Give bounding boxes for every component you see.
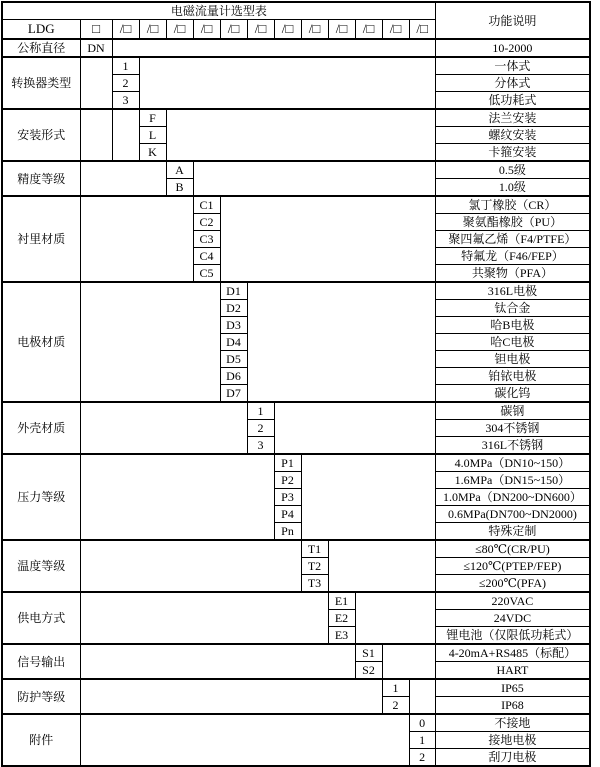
empty-cell [80, 454, 274, 540]
option-code: A [166, 161, 193, 179]
option-code: 2 [247, 420, 274, 437]
category-label: 温度等级 [2, 540, 80, 592]
empty-cell [139, 57, 435, 109]
option-desc: 220VAC [435, 592, 590, 610]
option-code: 0 [409, 714, 435, 732]
option-desc: 共聚物（PFA） [435, 265, 590, 283]
option-code: E2 [328, 610, 355, 627]
option-code: D6 [220, 368, 247, 385]
category-label: 精度等级 [2, 161, 80, 196]
option-desc: 哈B电极 [435, 317, 590, 334]
option-code: T2 [301, 558, 328, 575]
empty-cell [193, 161, 435, 196]
option-row [2, 454, 590, 472]
option-desc: 氯丁橡胶（CR） [435, 196, 590, 214]
option-code: 2 [112, 75, 139, 92]
option-desc: 特殊定制 [435, 523, 590, 541]
option-desc: 24VDC [435, 610, 590, 627]
empty-cell [409, 679, 435, 714]
category-label: 转换器类型 [2, 57, 80, 109]
category-label: 电极材质 [2, 282, 80, 402]
option-code: D4 [220, 334, 247, 351]
option-row [2, 402, 590, 420]
empty-cell [80, 714, 409, 766]
title-row [2, 2, 590, 20]
page-title: 电磁流量计选型表 [2, 2, 435, 20]
empty-cell [80, 592, 328, 644]
empty-cell [220, 196, 435, 282]
model-box-2: /□ [139, 20, 166, 40]
option-row [2, 39, 590, 57]
option-desc: IP68 [435, 697, 590, 715]
option-code: D1 [220, 282, 247, 300]
page [0, 1, 600, 764]
empty-cell [80, 57, 112, 109]
option-code: DN [80, 39, 112, 57]
option-row [2, 57, 590, 75]
model-box-12: /□ [409, 20, 435, 40]
option-desc: 1.0级 [435, 179, 590, 197]
option-desc: 刮刀电极 [435, 749, 590, 767]
option-code: P3 [274, 489, 301, 506]
option-desc: 特氟龙（F46/FEP） [435, 248, 590, 265]
option-desc: 法兰安装 [435, 109, 590, 127]
option-desc: 锂电池（仅限低功耗式） [435, 627, 590, 645]
option-desc: 分体式 [435, 75, 590, 92]
option-code: S2 [355, 662, 382, 680]
option-desc: 钽电极 [435, 351, 590, 368]
option-desc: 不接地 [435, 714, 590, 732]
model-prefix: LDG [2, 20, 80, 40]
option-code: E3 [328, 627, 355, 645]
model-box-4: /□ [193, 20, 220, 40]
option-row [2, 196, 590, 214]
empty-cell [80, 540, 301, 592]
empty-cell [80, 644, 355, 679]
option-code: C3 [193, 231, 220, 248]
empty-cell [80, 282, 220, 402]
model-box-3: /□ [166, 20, 193, 40]
selection-table [1, 1, 591, 767]
category-label: 安装形式 [2, 109, 80, 161]
option-desc: 304不锈钢 [435, 420, 590, 437]
category-label: 外壳材质 [2, 402, 80, 454]
empty-cell [80, 679, 382, 714]
option-desc: 聚氨酯橡胶（PU） [435, 214, 590, 231]
option-desc: 0.6MPa(DN700~DN2000) [435, 506, 590, 523]
option-code: E1 [328, 592, 355, 610]
option-desc: 接地电极 [435, 732, 590, 749]
empty-cell [166, 109, 435, 161]
empty-cell [274, 402, 435, 454]
option-row [2, 679, 590, 697]
empty-cell [80, 161, 166, 196]
option-code: D7 [220, 385, 247, 403]
empty-cell [112, 39, 435, 57]
model-box-0: □ [80, 20, 112, 40]
empty-cell [112, 109, 139, 161]
model-box-11: /□ [382, 20, 409, 40]
category-label: 供电方式 [2, 592, 80, 644]
option-desc: ≤200℃(PFA) [435, 575, 590, 593]
option-desc: 卡箍安装 [435, 144, 590, 162]
option-desc: 0.5级 [435, 161, 590, 179]
option-code: B [166, 179, 193, 197]
option-code: 2 [382, 697, 409, 715]
option-code: P2 [274, 472, 301, 489]
empty-cell [80, 196, 193, 282]
option-desc: 碳钢 [435, 402, 590, 420]
function-column-header: 功能说明 [435, 2, 590, 39]
option-desc: 碳化钨 [435, 385, 590, 403]
option-code: 1 [112, 57, 139, 75]
option-row [2, 282, 590, 300]
model-box-6: /□ [247, 20, 274, 40]
empty-cell [80, 402, 247, 454]
empty-cell [247, 282, 435, 402]
option-desc: IP65 [435, 679, 590, 697]
option-code: 3 [247, 437, 274, 455]
option-desc: 聚四氟乙烯（F4/PTFE） [435, 231, 590, 248]
option-code: C1 [193, 196, 220, 214]
option-desc: 1.0MPa（DN200~DN600） [435, 489, 590, 506]
option-desc: 316L不锈钢 [435, 437, 590, 455]
option-desc: ≤80℃(CR/PU) [435, 540, 590, 558]
option-code: C2 [193, 214, 220, 231]
option-row [2, 540, 590, 558]
option-code: F [139, 109, 166, 127]
empty-cell [301, 454, 435, 540]
category-label: 公称直径 [2, 39, 80, 57]
option-code: P4 [274, 506, 301, 523]
empty-cell [328, 540, 435, 592]
option-row [2, 592, 590, 610]
category-label: 衬里材质 [2, 196, 80, 282]
option-code: 3 [112, 92, 139, 110]
option-desc: 10-2000 [435, 39, 590, 57]
option-row [2, 161, 590, 179]
option-code: S1 [355, 644, 382, 662]
option-desc: 316L电极 [435, 282, 590, 300]
option-code: K [139, 144, 166, 162]
groups-body [2, 39, 590, 766]
option-desc: HART [435, 662, 590, 680]
option-code: D3 [220, 317, 247, 334]
empty-cell [80, 109, 112, 161]
option-row [2, 109, 590, 127]
option-code: L [139, 127, 166, 144]
category-label: 防护等级 [2, 679, 80, 714]
option-desc: ≤120℃(PTEP/FEP) [435, 558, 590, 575]
model-box-9: /□ [328, 20, 355, 40]
option-code: C4 [193, 248, 220, 265]
empty-cell [382, 644, 435, 679]
option-desc: 哈C电极 [435, 334, 590, 351]
option-desc: 4-20mA+RS485（标配） [435, 644, 590, 662]
option-code: Pn [274, 523, 301, 541]
option-code: T3 [301, 575, 328, 593]
option-code: D2 [220, 300, 247, 317]
option-desc: 螺纹安装 [435, 127, 590, 144]
category-label: 附件 [2, 714, 80, 766]
model-box-10: /□ [355, 20, 382, 40]
option-row [2, 644, 590, 662]
model-box-7: /□ [274, 20, 301, 40]
option-code: C5 [193, 265, 220, 283]
model-box-8: /□ [301, 20, 328, 40]
option-code: 1 [409, 732, 435, 749]
category-label: 压力等级 [2, 454, 80, 540]
category-label: 信号输出 [2, 644, 80, 679]
option-desc: 钛合金 [435, 300, 590, 317]
option-code: 2 [409, 749, 435, 767]
option-code: D5 [220, 351, 247, 368]
option-desc: 一体式 [435, 57, 590, 75]
option-code: T1 [301, 540, 328, 558]
model-box-5: /□ [220, 20, 247, 40]
option-code: 1 [382, 679, 409, 697]
option-desc: 铂铱电极 [435, 368, 590, 385]
model-box-1: /□ [112, 20, 139, 40]
empty-cell [355, 592, 435, 644]
option-row [2, 714, 590, 732]
option-desc: 4.0MPa（DN10~150） [435, 454, 590, 472]
option-code: 1 [247, 402, 274, 420]
option-desc: 1.6MPa（DN15~150） [435, 472, 590, 489]
option-code: P1 [274, 454, 301, 472]
option-desc: 低功耗式 [435, 92, 590, 110]
